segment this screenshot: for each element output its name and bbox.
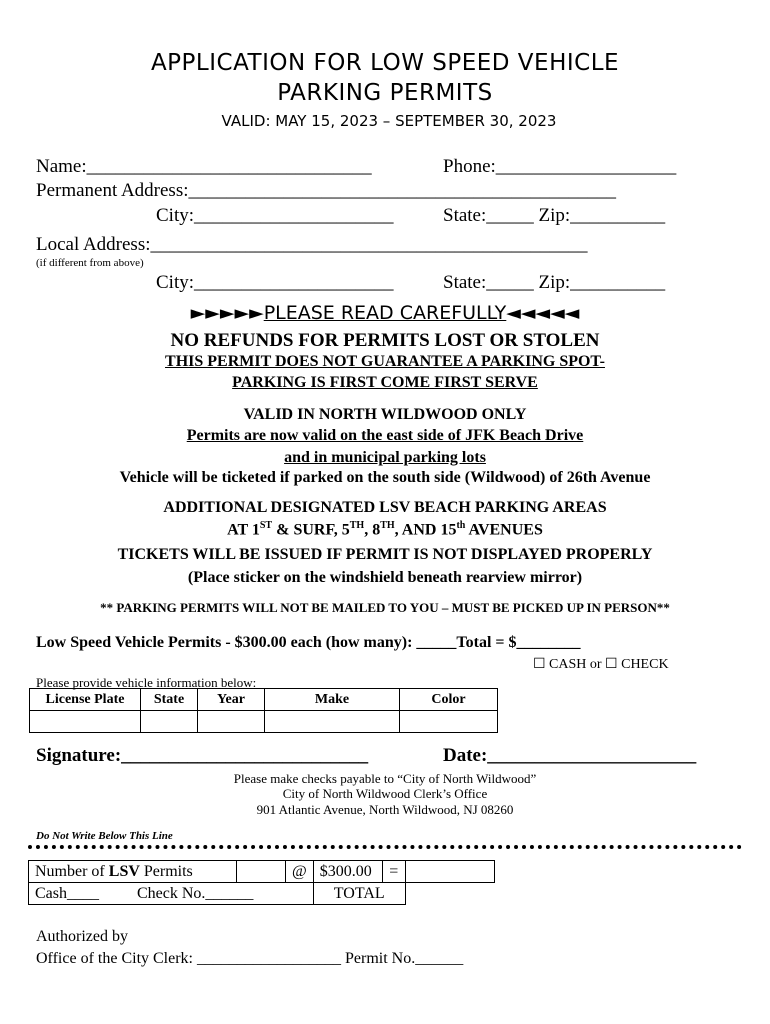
- avenues-surf5: & SURF, 5: [272, 521, 350, 539]
- office-use-table: [28, 860, 495, 905]
- city-field-1[interactable]: City:_____________________: [156, 205, 394, 226]
- office-use-row-1: [29, 861, 495, 883]
- read-carefully-text: PLEASE READ CAREFULLY: [263, 302, 507, 324]
- clerk-address: 901 Atlantic Avenue, North Wildwood, NJ 08260: [256, 802, 514, 817]
- avenues-st: ST: [259, 520, 273, 531]
- permits-quantity-line[interactable]: Low Speed Vehicle Permits - $300.00 each (how many): _____Total = $________: [36, 634, 581, 651]
- year-cell[interactable]: [198, 711, 265, 733]
- make-cell[interactable]: [265, 711, 400, 733]
- avenues-8: , 8: [364, 521, 381, 539]
- sticker-notice: (Place sticker on the windshield beneath rearview mirror): [187, 569, 583, 586]
- municipal-lots-notice: and in municipal parking lots: [284, 449, 486, 466]
- not-mailed-notice: ** PARKING PERMITS WILL NOT BE MAILED TO YOU – MUST BE PICKED UP IN PERSON**: [100, 600, 670, 615]
- city-field-2[interactable]: City:_____________________: [156, 272, 394, 293]
- blank-cell: [286, 883, 314, 905]
- local-address-field[interactable]: Local Address:______________________________________________: [36, 234, 588, 255]
- arrow-right-icons: ►►►►►: [190, 302, 264, 324]
- number-of-label: Number of: [35, 862, 109, 880]
- state-zip-field-2[interactable]: State:_____ Zip:__________: [443, 272, 666, 293]
- east-side-notice: Permits are now valid on the east side of JFK Beach Drive: [186, 427, 584, 444]
- equals-cell: =: [382, 861, 405, 883]
- state-cell[interactable]: [141, 711, 198, 733]
- vehicle-info-instruction: Please provide vehicle information below:: [36, 675, 257, 690]
- avenues-15: , AND 15: [394, 521, 457, 539]
- tickets-notice: TICKETS WILL BE ISSUED IF PERMIT IS NOT DISPLAYED PROPERLY: [117, 546, 653, 563]
- table-header-row: [30, 689, 498, 711]
- column-license-plate: License Plate: [30, 689, 141, 711]
- color-cell[interactable]: [400, 711, 498, 733]
- state-zip-field-1[interactable]: State:_____ Zip:__________: [443, 205, 666, 226]
- no-refunds-notice: NO REFUNDS FOR PERMITS LOST OR STOLEN: [170, 330, 600, 351]
- avenues-at: AT 1: [227, 521, 260, 539]
- form-title-line1: APPLICATION FOR LOW SPEED VEHICLE: [150, 50, 620, 76]
- valid-nw-notice: VALID IN NORTH WILDWOOD ONLY: [243, 406, 527, 423]
- arrow-left-icons: ◄◄◄◄◄: [506, 302, 580, 324]
- read-carefully-banner: [0, 302, 770, 324]
- check-no-field[interactable]: Check No.______: [137, 884, 254, 902]
- at-symbol-cell: @: [286, 861, 314, 883]
- number-of-lsv-cell: [29, 861, 237, 883]
- date-field[interactable]: Date:______________________: [443, 745, 697, 766]
- price-cell: $300.00: [313, 861, 382, 883]
- payable-note: Please make checks payable to “City of North Wildwood”: [233, 771, 537, 786]
- column-state: State: [141, 689, 198, 711]
- avenues-notice: [0, 520, 770, 539]
- avenues-th2: TH: [380, 520, 395, 531]
- no-guarantee-notice: THIS PERMIT DOES NOT GUARANTEE A PARKING SPOT-: [165, 353, 605, 370]
- payment-method-checkboxes[interactable]: ☐ CASH or ☐ CHECK: [533, 657, 669, 672]
- permit-count-cell[interactable]: [237, 861, 286, 883]
- column-make: Make: [265, 689, 400, 711]
- first-come-notice: PARKING IS FIRST COME FIRST SERVE: [232, 374, 538, 391]
- valid-dates: VALID: MAY 15, 2023 – SEPTEMBER 30, 2023: [221, 112, 557, 130]
- office-use-row-2: [29, 883, 495, 905]
- total-label-cell: TOTAL: [313, 883, 405, 905]
- dotted-divider: [28, 845, 742, 849]
- avenues-th1: TH: [349, 520, 365, 531]
- form-title-line2: PARKING PERMITS: [277, 80, 493, 106]
- ticketed-notice: Vehicle will be ticketed if parked on the south side (Wildwood) of 26th Avenue: [119, 469, 651, 486]
- permits-label: Permits: [139, 862, 193, 880]
- column-color: Color: [400, 689, 498, 711]
- permanent-address-field[interactable]: Permanent Address:_____________________________________________: [36, 180, 617, 201]
- total-amount-cell[interactable]: [405, 861, 494, 883]
- lsv-label: LSV: [108, 862, 140, 880]
- avenues-word: AVENUES: [465, 521, 543, 539]
- cash-check-cell[interactable]: [29, 883, 286, 905]
- cash-field[interactable]: Cash____: [35, 884, 99, 902]
- column-year: Year: [198, 689, 265, 711]
- avenues-th3: th: [456, 520, 466, 531]
- license-plate-cell[interactable]: [30, 711, 141, 733]
- do-not-write-label: Do Not Write Below This Line: [36, 830, 173, 842]
- empty-cell: [405, 883, 494, 905]
- table-row[interactable]: [30, 711, 498, 733]
- if-different-note: (if different from above): [36, 257, 144, 269]
- clerk-permit-line[interactable]: Office of the City Clerk: __________________ Permit No.______: [36, 950, 464, 967]
- authorized-by-label: Authorized by: [36, 928, 128, 945]
- phone-field[interactable]: Phone:___________________: [443, 156, 677, 177]
- name-field[interactable]: Name:______________________________: [36, 156, 372, 177]
- additional-areas-notice: ADDITIONAL DESIGNATED LSV BEACH PARKING AREAS: [163, 499, 607, 516]
- clerk-office: City of North Wildwood Clerk’s Office: [282, 786, 488, 801]
- signature-field[interactable]: Signature:__________________________: [36, 745, 369, 766]
- vehicle-info-table: [29, 688, 498, 733]
